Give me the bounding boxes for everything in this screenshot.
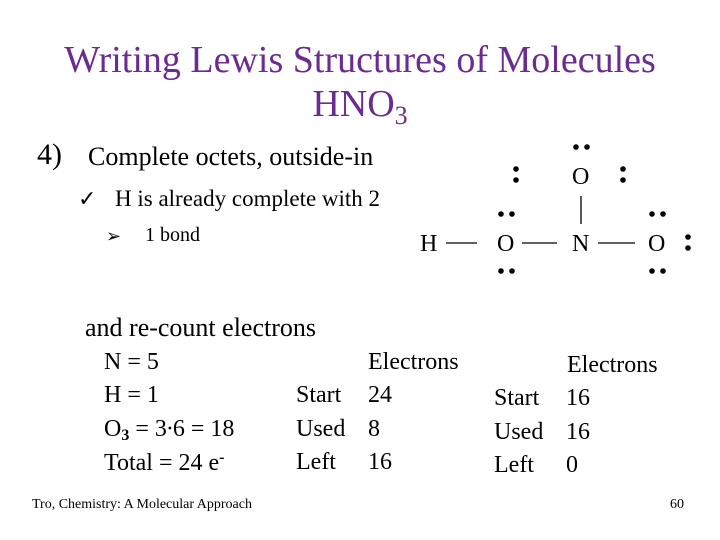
electron-dot bbox=[660, 211, 666, 217]
electron-dot bbox=[513, 177, 519, 183]
table2-row-left-value: 0 bbox=[566, 452, 578, 478]
count-oxygen-subscript: 3 bbox=[121, 427, 130, 444]
table2-row-used-value: 16 bbox=[566, 419, 590, 445]
bullet-arrow-text: 1 bond bbox=[145, 224, 200, 246]
slide-title: Writing Lewis Structures of Molecules bbox=[64, 39, 656, 81]
electron-dot bbox=[509, 211, 515, 217]
atom-hydrogen: H bbox=[420, 231, 438, 257]
formula-subscript: 3 bbox=[394, 101, 408, 130]
count-total-value: Total = 24 e bbox=[104, 450, 220, 476]
electron-dot bbox=[498, 211, 504, 217]
electron-dot bbox=[649, 211, 655, 217]
count-total-superscript: - bbox=[219, 449, 225, 466]
table2-row-start-label: Start bbox=[494, 385, 540, 411]
atom-oxygen-right: O bbox=[648, 231, 666, 257]
electron-dot bbox=[584, 144, 590, 150]
table1-row-start-label: Start bbox=[296, 382, 342, 408]
count-oxygen bbox=[104, 416, 234, 445]
atom-oxygen-left: O bbox=[497, 231, 515, 257]
check-icon: ✓ bbox=[78, 186, 97, 211]
slide-subtitle-formula bbox=[0, 82, 720, 131]
electron-dot bbox=[685, 245, 691, 251]
count-oxygen-value: = 3∙6 = 18 bbox=[129, 416, 235, 442]
table1-row-used-value: 8 bbox=[368, 416, 380, 442]
electron-dot bbox=[573, 144, 579, 150]
lewis-structure-diagram bbox=[400, 130, 700, 290]
atom-oxygen-top: O bbox=[572, 164, 590, 190]
table1-row-left-value: 16 bbox=[368, 449, 392, 475]
electron-dot bbox=[498, 268, 504, 274]
bullet-check-text: H is already complete with 2 bbox=[115, 186, 381, 211]
electron-dot bbox=[620, 177, 626, 183]
table1-header: Electrons bbox=[368, 349, 459, 375]
electron-dot bbox=[660, 268, 666, 274]
count-nitrogen: N = 5 bbox=[104, 349, 159, 375]
table1-row-start-value: 24 bbox=[368, 382, 392, 408]
electron-dot bbox=[513, 166, 519, 172]
table2-row-left-label: Left bbox=[494, 452, 534, 478]
footer-source: Tro, Chemistry: A Molecular Approach bbox=[32, 497, 252, 512]
table1-row-left-label: Left bbox=[296, 449, 336, 475]
electron-dot bbox=[509, 268, 515, 274]
table2-row-start-value: 16 bbox=[566, 385, 590, 411]
count-total bbox=[104, 449, 225, 477]
electron-dot bbox=[620, 166, 626, 172]
count-hydrogen: H = 1 bbox=[104, 382, 159, 408]
arrow-bullet-icon: ➢ bbox=[106, 226, 122, 246]
electron-dot bbox=[649, 268, 655, 274]
atom-nitrogen: N bbox=[572, 231, 590, 257]
recount-heading: and re-count electrons bbox=[85, 313, 317, 342]
table2-header: Electrons bbox=[567, 352, 658, 378]
electron-dot bbox=[685, 234, 691, 240]
count-oxygen-symbol: O bbox=[104, 416, 122, 442]
formula-main: HNO bbox=[312, 83, 395, 125]
step-number: 4) bbox=[37, 138, 62, 171]
table2-row-used-label: Used bbox=[494, 419, 544, 445]
page-number: 60 bbox=[670, 497, 684, 512]
step-heading: Complete octets, outside-in bbox=[88, 142, 374, 171]
table1-row-used-label: Used bbox=[296, 416, 346, 442]
